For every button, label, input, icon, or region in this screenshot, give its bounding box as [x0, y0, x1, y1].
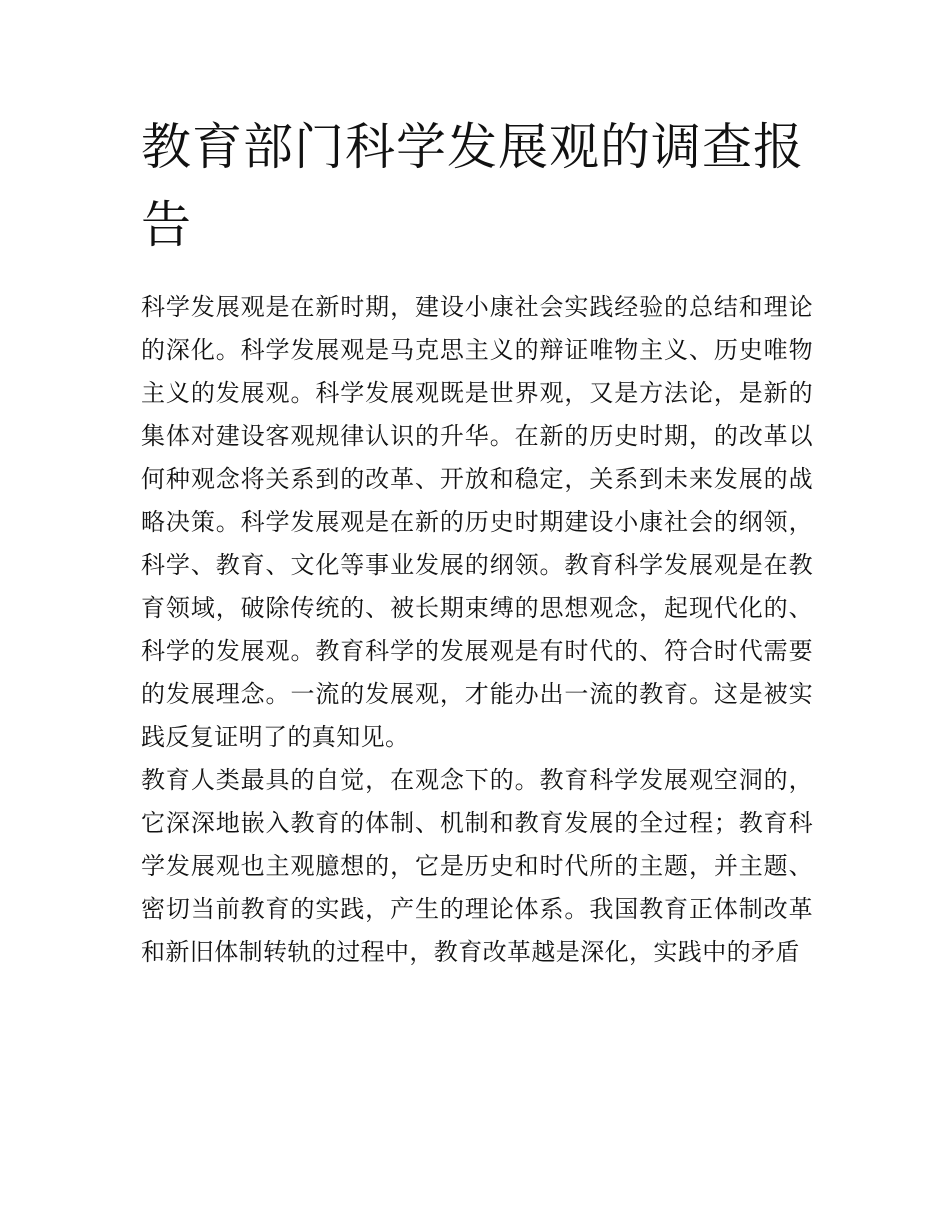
paragraph-1: 科学发展观是在新时期，建设小康社会实践经验的总结和理论的深化。科学发展观是马克思主义的辩证唯物主义、历史唯物主义的发展观。科学发展观既是世界观，又是方法论，是新的集体对建设客观规律认识的升华。在新的历史时期，的改革以何种观念将关系到的改革、开放和稳定，关系到未来发展的战略决策。科学发展观是在新的历史时期建设小康社会的纲领，科学、教育、文化等事业发展的纲领。教育科学发展观是在教育领域，破除传统的、被长期束缚的思想观念，起现代化的、科学的发展观。教育科学的发展观是有时代的、符合时代需要的发展理念。一流的发展观，才能办出一流的教育。这是被实践反复证明了的真知见。	[141, 293, 813, 751]
document-title: 教育部门科学发展观的调查报告	[141, 118, 804, 254]
document-content	[141, 108, 813, 974]
paragraph-2: 教育人类最具的自觉，在观念下的。教育科学发展观空洞的，它深深地嵌入教育的体制、机制和教育发展的全过程；教育科学发展观也主观臆想的，它是历史和时代所的主题，并主题、密切当前教育的实践，产生的理论体系。我国教育正体制改革和新旧体制转轨的过程中，教育改革越是深化，实践中的矛盾	[141, 766, 813, 966]
